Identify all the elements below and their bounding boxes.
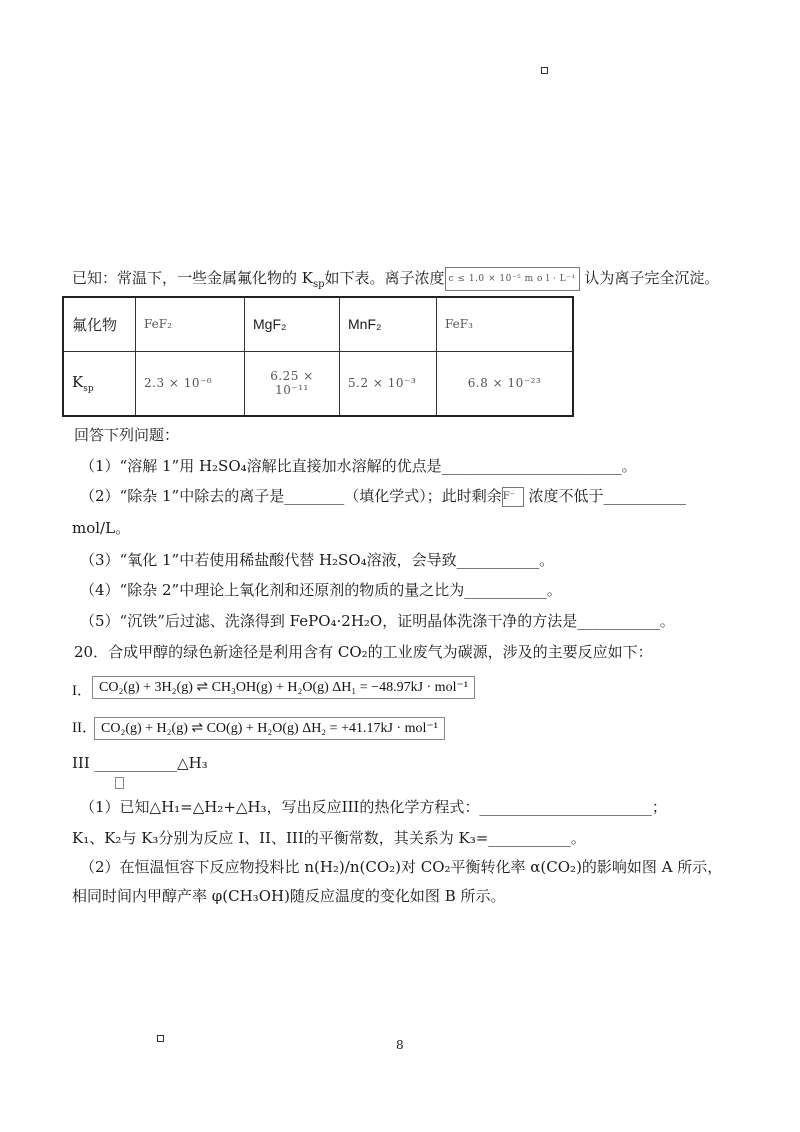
corner-mark-top [541, 67, 548, 74]
question-1: （1）“溶解 1”用 H₂SO₄溶解比直接加水溶解的优点是________________________。 [80, 457, 637, 475]
ksp-table [62, 296, 574, 417]
table-value: 5.2 × 10⁻³ [340, 351, 437, 416]
table-compound: MnF₂ [340, 297, 437, 351]
reaction-1-equation: CO₂(g) + 3H₂(g) ⇌ CH₃OH(g) + H₂O(g) ΔH₁ = −48.97kJ · mol⁻¹ [92, 676, 475, 699]
question-2 [80, 486, 686, 507]
table-header-label: 氟化物 [63, 297, 136, 351]
table-value: 6.25 × 10⁻¹¹ [245, 351, 340, 416]
table-value: 2.3 × 10⁻⁶ [136, 351, 245, 416]
question-2-unit: mol/L。 [72, 519, 131, 537]
table-compound: MgF₂ [245, 297, 340, 351]
question-5: （5）“沉铁”后过滤、洗涤得到 FePO₄·2H₂O，证明晶体洗涤干净的方法是___________。 [80, 612, 675, 630]
question-4: （4）“除杂 2”中理论上氧化剂和还原剂的物质的量之比为___________。 [80, 581, 562, 599]
intro-text-mid: 如下表。离子浓度 [324, 269, 445, 287]
problem-20-intro: 20．合成甲醇的绿色新途径是利用含有 CO₂的工业废气为碳源，涉及的主要反应如下： [74, 643, 653, 661]
part-1-line-1: （1）已知△H₁=△H₂+△H₃，写出反应III的热化学方程式：_______________________； [80, 798, 667, 816]
intro-text-before: 已知：常温下，一些金属氟化物的 K [72, 269, 313, 287]
question-2-after: 浓度不低于___________ [528, 487, 686, 505]
question-3: （3）“氧化 1”中若使用稀盐酸代替 H₂SO₄溶液，会导致___________。 [80, 551, 555, 569]
placeholder-glyph [115, 777, 124, 789]
question-2-before: （2）“除杂 1”中除去的离子是________（填化学式）；此时剩余 [80, 487, 502, 505]
reaction-1-label: I． [72, 683, 92, 699]
intro-text-after: 认为离子完全沉淀。 [584, 269, 720, 287]
intro-ksp-sub: sp [312, 279, 325, 290]
part-2-line-1: （2）在恒温恒容下反应物投料比 n(H₂)/n(CO₂)对 CO₂平衡转化率 α(CO₂)的影响如图 A 所示， [80, 858, 723, 876]
fluoride-ion-box: F⁻ [502, 487, 524, 507]
table-compound: FeF₂ [136, 297, 245, 351]
reaction-2-label: II． [72, 720, 97, 736]
ksp-sub: sp [83, 383, 94, 394]
reaction-2-equation: CO₂(g) + H₂(g) ⇌ CO(g) + H₂O(g) ΔH₂ = +41.17kJ · mol⁻¹ [94, 717, 445, 740]
concentration-formula-box: c ≤ 1.0 × 10⁻⁵ m o l · L⁻¹ [445, 267, 580, 291]
table-row [63, 297, 573, 351]
ksp-main: K [72, 372, 84, 391]
part-1-line-2: K₁、K₂与 K₃分别为反应 I、II、III的平衡常数，其关系为 K₃=___________。 [72, 829, 586, 847]
table-row [63, 351, 573, 416]
table-row-label-ksp [63, 351, 136, 416]
corner-mark-bottom [157, 1035, 164, 1042]
page-number: 8 [396, 1038, 404, 1052]
table-value: 6.8 × 10⁻²³ [437, 351, 574, 416]
table-compound: FeF₃ [437, 297, 574, 351]
questions-prompt: 回答下列问题： [74, 426, 180, 444]
reaction-3: III ___________△H₃ [72, 754, 208, 772]
intro-line [72, 267, 719, 295]
part-2-line-2: 相同时间内甲醇产率 φ(CH₃OH)随反应温度的变化如图 B 所示。 [72, 887, 506, 905]
